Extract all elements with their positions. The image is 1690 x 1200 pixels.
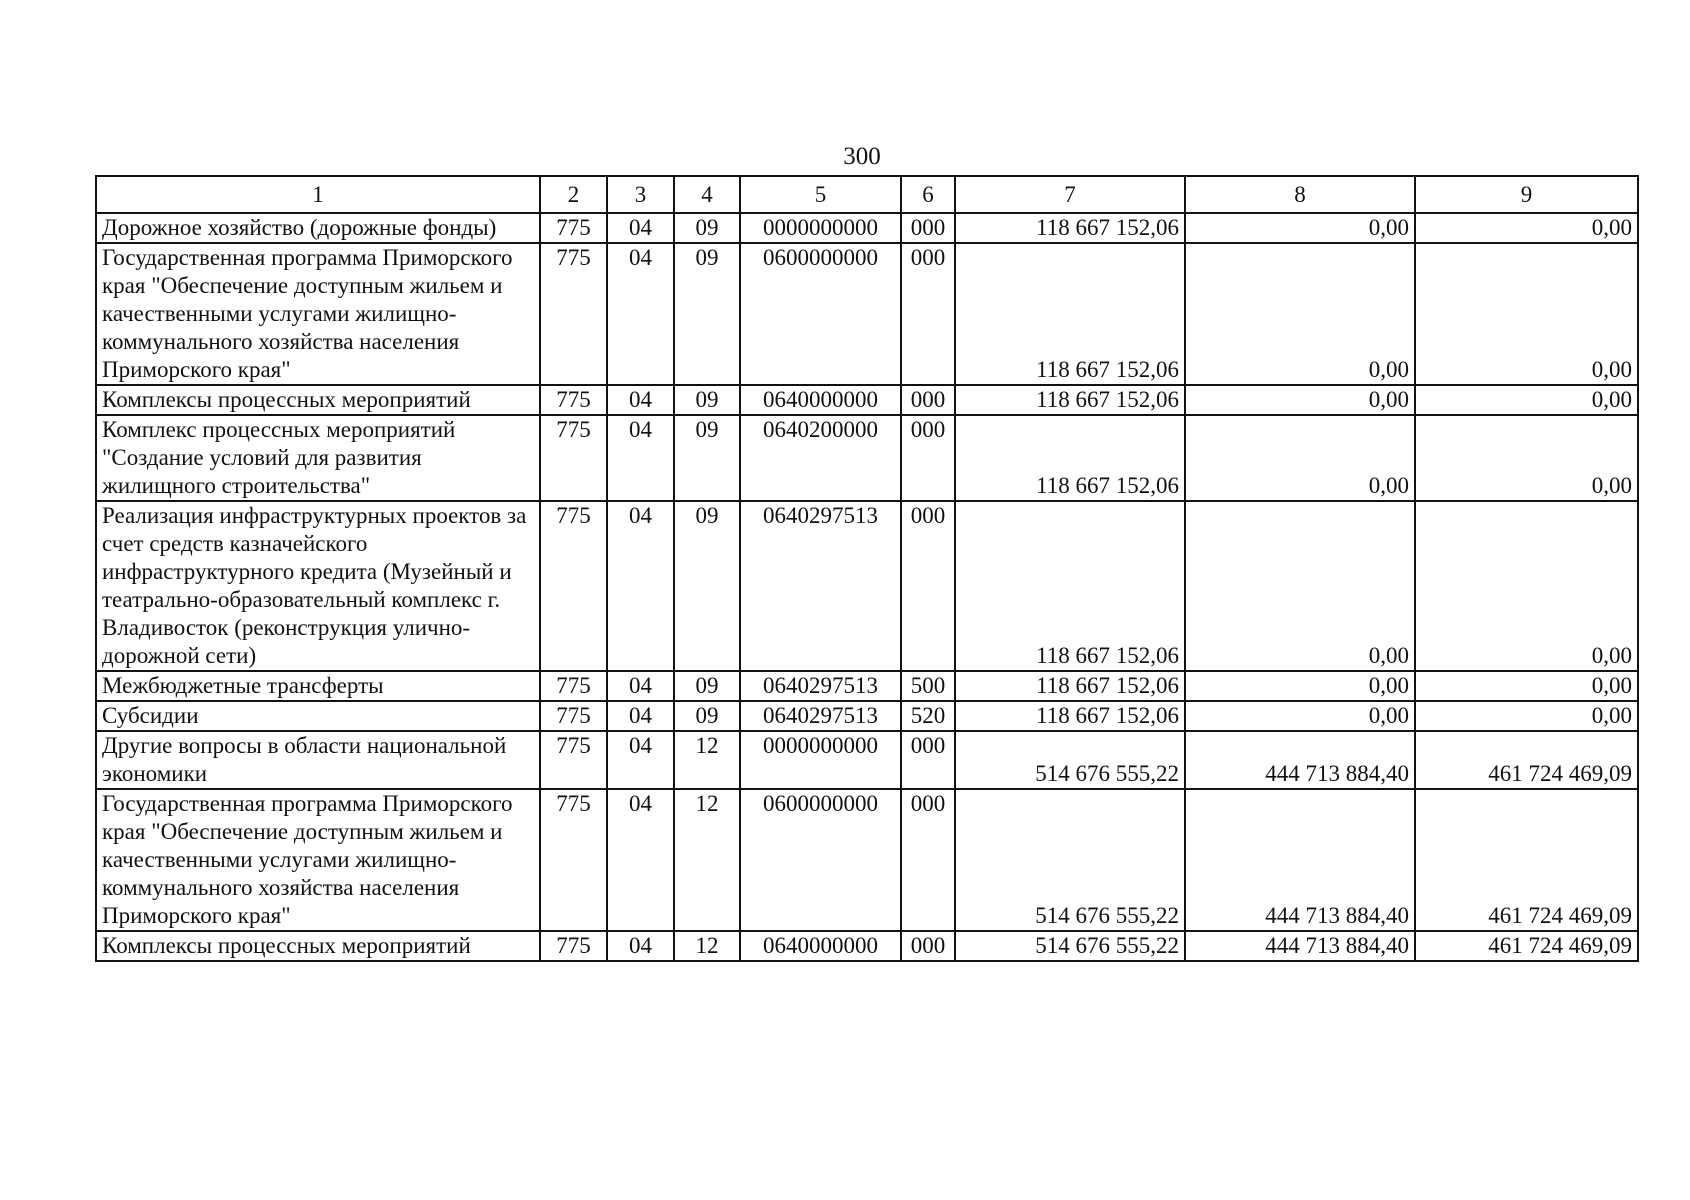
- row-col-2: 775: [540, 501, 607, 671]
- row-col-9: 0,00: [1415, 385, 1638, 415]
- row-col-2: 775: [540, 415, 607, 501]
- row-name: Государственная программа Приморского края "Обеспечение доступным жильем и качественными услугами жилищно-коммунального хозяйства населения Приморского края": [96, 789, 540, 931]
- row-col-3: 04: [607, 671, 674, 701]
- row-col-5: 0640200000: [740, 415, 901, 501]
- row-col-6: 000: [901, 385, 955, 415]
- row-name: Дорожное хозяйство (дорожные фонды): [96, 213, 540, 243]
- row-col-9: 0,00: [1415, 415, 1638, 501]
- header-cell: 7: [955, 176, 1185, 213]
- row-col-4: 12: [674, 731, 740, 789]
- row-col-7: 118 667 152,06: [955, 501, 1185, 671]
- row-col-8: 0,00: [1185, 501, 1415, 671]
- header-cell: 6: [901, 176, 955, 213]
- row-col-8: 444 713 884,40: [1185, 931, 1415, 961]
- row-col-3: 04: [607, 243, 674, 385]
- table-row: [96, 931, 1638, 961]
- row-col-8: 0,00: [1185, 415, 1415, 501]
- row-col-7: 118 667 152,06: [955, 243, 1185, 385]
- row-col-3: 04: [607, 731, 674, 789]
- table-row: [96, 671, 1638, 701]
- header-cell: 9: [1415, 176, 1638, 213]
- row-col-3: 04: [607, 415, 674, 501]
- row-col-7: 514 676 555,22: [955, 789, 1185, 931]
- row-col-8: 0,00: [1185, 213, 1415, 243]
- row-col-4: 12: [674, 789, 740, 931]
- row-col-8: 0,00: [1185, 671, 1415, 701]
- row-col-7: 514 676 555,22: [955, 731, 1185, 789]
- row-col-2: 775: [540, 931, 607, 961]
- row-col-6: 000: [901, 213, 955, 243]
- row-col-6: 000: [901, 415, 955, 501]
- row-col-6: 000: [901, 931, 955, 961]
- header-cell: 4: [674, 176, 740, 213]
- row-col-5: 0600000000: [740, 789, 901, 931]
- row-col-7: 118 667 152,06: [955, 701, 1185, 731]
- row-name: Комплексы процессных мероприятий: [96, 385, 540, 415]
- row-col-2: 775: [540, 701, 607, 731]
- header-cell: 2: [540, 176, 607, 213]
- row-col-5: 0640297513: [740, 671, 901, 701]
- header-cell: 8: [1185, 176, 1415, 213]
- row-col-9: 461 724 469,09: [1415, 731, 1638, 789]
- row-col-7: 118 667 152,06: [955, 671, 1185, 701]
- row-col-5: 0640297513: [740, 501, 901, 671]
- row-col-3: 04: [607, 213, 674, 243]
- table-body: [96, 213, 1638, 961]
- row-col-4: 12: [674, 931, 740, 961]
- row-col-7: 118 667 152,06: [955, 415, 1185, 501]
- row-col-6: 000: [901, 789, 955, 931]
- row-col-8: 444 713 884,40: [1185, 731, 1415, 789]
- header-cell: 3: [607, 176, 674, 213]
- row-col-9: 0,00: [1415, 213, 1638, 243]
- row-col-2: 775: [540, 385, 607, 415]
- row-col-5: 0000000000: [740, 731, 901, 789]
- row-col-7: 514 676 555,22: [955, 931, 1185, 961]
- row-col-8: 0,00: [1185, 243, 1415, 385]
- table-row: [96, 213, 1638, 243]
- row-name: Реализация инфраструктурных проектов за счет средств казначейского инфраструктурного кредита (Музейный и театрально-образовательный комплекс г. Владивосток (реконструкция улично-дорожной сети): [96, 501, 540, 671]
- table-row: [96, 501, 1638, 671]
- row-col-2: 775: [540, 213, 607, 243]
- table-row: [96, 731, 1638, 789]
- page-number: 300: [843, 143, 881, 170]
- row-col-4: 09: [674, 243, 740, 385]
- header-row: [96, 176, 1638, 213]
- table-row: [96, 789, 1638, 931]
- table-header: [96, 176, 1638, 213]
- row-col-8: 0,00: [1185, 701, 1415, 731]
- row-col-5: 0640297513: [740, 701, 901, 731]
- row-col-5: 0000000000: [740, 213, 901, 243]
- row-name: Комплекс процессных мероприятий "Создание условий для развития жилищного строительства": [96, 415, 540, 501]
- row-col-2: 775: [540, 243, 607, 385]
- row-name: Государственная программа Приморского края "Обеспечение доступным жильем и качественными услугами жилищно-коммунального хозяйства населения Приморского края": [96, 243, 540, 385]
- row-col-8: 0,00: [1185, 385, 1415, 415]
- row-col-4: 09: [674, 671, 740, 701]
- row-col-4: 09: [674, 701, 740, 731]
- row-col-9: 0,00: [1415, 671, 1638, 701]
- row-col-6: 500: [901, 671, 955, 701]
- row-col-2: 775: [540, 789, 607, 931]
- row-col-6: 000: [901, 243, 955, 385]
- row-col-8: 444 713 884,40: [1185, 789, 1415, 931]
- row-col-4: 09: [674, 213, 740, 243]
- row-col-2: 775: [540, 731, 607, 789]
- row-col-7: 118 667 152,06: [955, 213, 1185, 243]
- row-col-3: 04: [607, 789, 674, 931]
- row-col-3: 04: [607, 385, 674, 415]
- row-col-6: 520: [901, 701, 955, 731]
- header-cell: 1: [96, 176, 540, 213]
- table-row: [96, 701, 1638, 731]
- table-row: [96, 243, 1638, 385]
- row-col-9: 0,00: [1415, 701, 1638, 731]
- row-col-3: 04: [607, 501, 674, 671]
- row-col-4: 09: [674, 501, 740, 671]
- row-col-5: 0640000000: [740, 931, 901, 961]
- row-name: Субсидии: [96, 701, 540, 731]
- row-name: Другие вопросы в области национальной экономики: [96, 731, 540, 789]
- header-cell: 5: [740, 176, 901, 213]
- row-col-7: 118 667 152,06: [955, 385, 1185, 415]
- row-name: Межбюджетные трансферты: [96, 671, 540, 701]
- row-col-9: 0,00: [1415, 501, 1638, 671]
- row-col-3: 04: [607, 701, 674, 731]
- row-col-4: 09: [674, 385, 740, 415]
- row-col-5: 0600000000: [740, 243, 901, 385]
- row-col-6: 000: [901, 501, 955, 671]
- table-row: [96, 415, 1638, 501]
- row-col-9: 461 724 469,09: [1415, 931, 1638, 961]
- row-col-9: 0,00: [1415, 243, 1638, 385]
- row-col-4: 09: [674, 415, 740, 501]
- budget-table: [95, 175, 1639, 962]
- row-col-9: 461 724 469,09: [1415, 789, 1638, 931]
- row-col-6: 000: [901, 731, 955, 789]
- row-col-5: 0640000000: [740, 385, 901, 415]
- row-col-3: 04: [607, 931, 674, 961]
- row-col-2: 775: [540, 671, 607, 701]
- table-row: [96, 385, 1638, 415]
- row-name: Комплексы процессных мероприятий: [96, 931, 540, 961]
